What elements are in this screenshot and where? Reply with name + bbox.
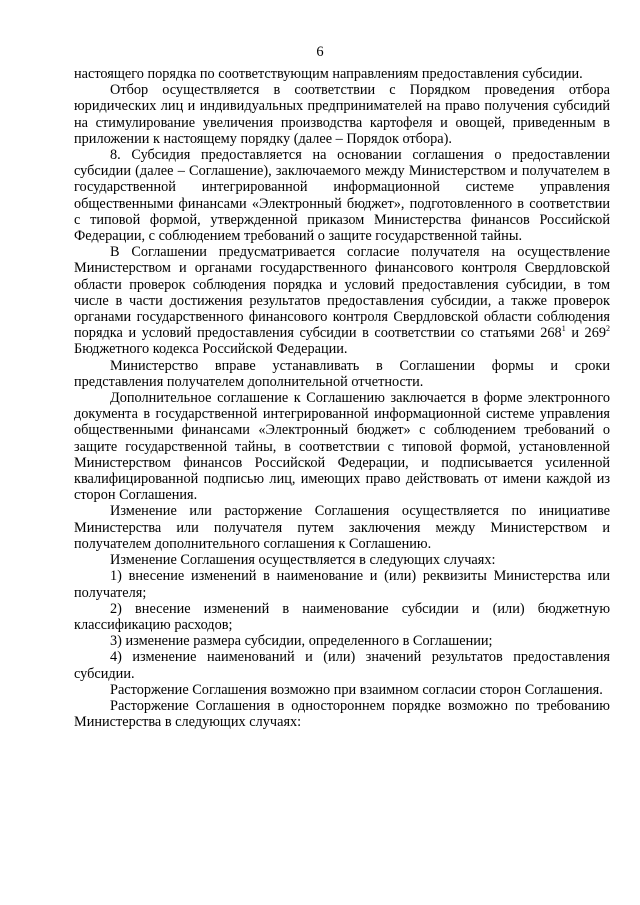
paragraph-selection-procedure: Отбор осуществляется в соответствии с Порядком проведения отбора юридических лиц и индивидуальных предпринимателей на право получения субсидий на стимулирование увеличения производства картофеля и овощей, приведенным в приложении к настоящему порядку (далее – Порядок отбора). bbox=[74, 82, 610, 147]
document-body bbox=[74, 66, 610, 730]
superscript-article-268: 1 bbox=[561, 324, 566, 334]
paragraph-additional-reporting: Министерство вправе устанавливать в Соглашении формы и сроки представления получателем дополнительной отчетности. bbox=[74, 357, 610, 390]
paragraph-mutual-termination: Расторжение Соглашения возможно при взаимном согласии сторон Соглашения. bbox=[110, 681, 603, 698]
paragraph-unilateral-termination: Расторжение Соглашения в одностороннем порядке возможно по требованию Министерства в следующих случаях: bbox=[74, 697, 610, 731]
list-item-2: 2) внесение изменений в наименование субсидии и (или) бюджетную классификацию расходов; bbox=[74, 600, 610, 633]
consent-text-part-3: Бюджетного кодекса Российской Федерации. bbox=[74, 341, 348, 358]
list-item-3: 3) изменение размера субсидии, определенного в Соглашении; bbox=[110, 633, 493, 650]
consent-text-part-2: и 269 bbox=[565, 325, 607, 342]
paragraph-change-cases-intro: Изменение Соглашения осуществляется в следующих случаях: bbox=[110, 552, 496, 569]
list-item-4: 4) изменение наименований и (или) значений результатов предоставления субсидии. bbox=[74, 649, 610, 682]
consent-text-part-1: В Соглашении предусматривается согласие получателя на осуществление Министерством и органами государственного финансового контроля Свердловской области проверок соблюдения порядка и условий предоставления субсидии, в том числе в части достижения результатов предоставления субсидии, а также проверок органами государственного финансового контроля Свердловской области соблюдения порядка и условий предоставления субсидии в соответствии со статьями 268 bbox=[74, 244, 610, 342]
paragraph-change-or-termination: Изменение или расторжение Соглашения осуществляется по инициативе Министерства или получателя путем заключения между Министерством и получателем дополнительного соглашения к Соглашению. bbox=[74, 503, 610, 552]
paragraph-recipient-consent bbox=[74, 244, 610, 357]
paragraph-subsidy-directions: настоящего порядка по соответствующим направлениям предоставления субсидии. bbox=[74, 66, 583, 82]
page-number: 6 bbox=[316, 44, 324, 60]
paragraph-item-8-agreement: 8. Субсидия предоставляется на основании соглашения о предоставлении субсидии (далее – Соглашение), заключаемого между Министерством и получателем в государственной интегрированной информационной системе управления общественными финансами «Электронный бюджет», подготовленного в соответствии с типовой формой, утвержденной приказом Министерства финансов Российской Федерации, с соблюдением требований о защите государственной тайны. bbox=[74, 147, 610, 245]
paragraph-supplementary-agreement: Дополнительное соглашение к Соглашению заключается в форме электронного документа в государственной интегрированной информационной системе управления общественными финансами «Электронный бюджет» с соблюдением требований о защите государственной тайны, в соответствии с типовой формой, установленной Министерством финансов Российской Федерации, и подписывается усиленной квалифицированной подписью лиц, имеющих право действовать от имени каждой из сторон Соглашения. bbox=[74, 390, 610, 504]
superscript-article-269: 2 bbox=[606, 324, 611, 334]
list-item-1: 1) внесение изменений в наименование и (или) реквизиты Министерства или получателя; bbox=[74, 568, 610, 601]
